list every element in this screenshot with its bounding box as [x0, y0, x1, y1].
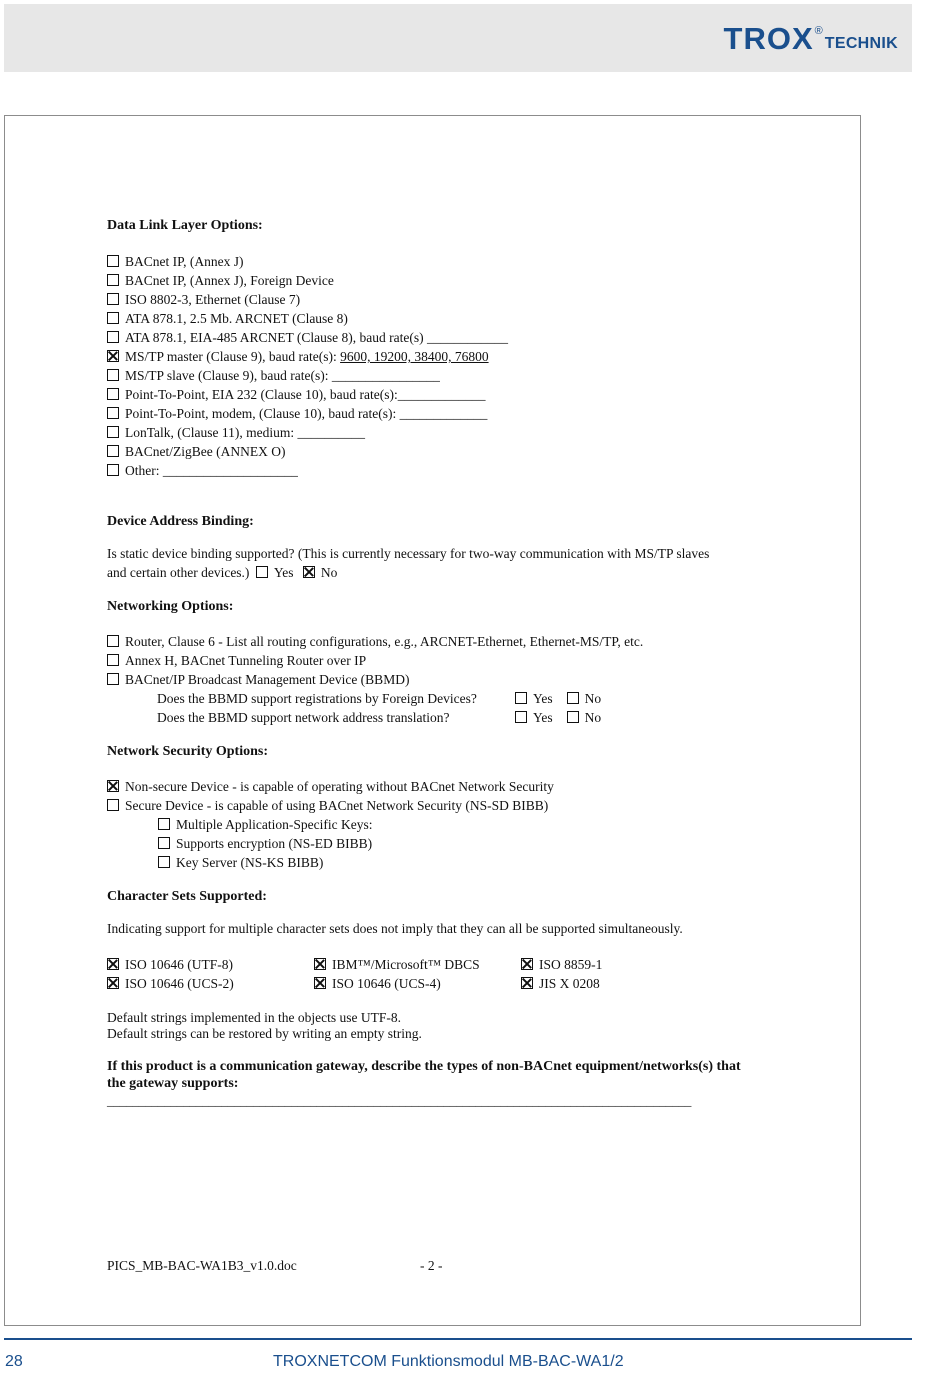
- checkbox[interactable]: [107, 426, 119, 438]
- checkbox[interactable]: [158, 856, 170, 868]
- networking-option: Router, Clause 6 - List all routing configurations, e.g., ARCNET-Ethernet, Ethernet-MS/TP, etc.: [107, 634, 643, 650]
- checkbox[interactable]: [158, 818, 170, 830]
- networking-option: Annex H, BACnet Tunneling Router over IP: [107, 653, 366, 669]
- device-binding-text: Is static device binding supported? (This is currently necessary for two-way communication with MS/TP slaves: [107, 546, 710, 561]
- charsets-heading: Character Sets Supported:: [107, 889, 267, 904]
- gateway-answer-blank[interactable]: ____________________________________________________________________________________________: [107, 1093, 692, 1108]
- document-filename: PICS_MB-BAC-WA1B3_v1.0.doc: [107, 1258, 297, 1273]
- bbmd-question-nat: Does the BBMD support network address translation?: [157, 710, 450, 725]
- checkbox[interactable]: [107, 635, 119, 647]
- checkbox[interactable]: [107, 673, 119, 685]
- default-strings-restore-text: Default strings can be restored by writing an empty string.: [107, 1026, 422, 1041]
- checkbox[interactable]: [521, 977, 533, 989]
- checkbox[interactable]: [107, 255, 119, 267]
- checkbox[interactable]: [107, 654, 119, 666]
- checkbox[interactable]: [107, 293, 119, 305]
- footer-doc-title: TROXNETCOM Funktionsmodul MB-BAC-WA1/2: [273, 1353, 624, 1370]
- security-sub-option: Multiple Application-Specific Keys:: [158, 817, 372, 833]
- data-link-option: ISO 8802-3, Ethernet (Clause 7): [107, 292, 300, 308]
- charset-option: JIS X 0208: [521, 976, 600, 992]
- networking-option: BACnet/IP Broadcast Management Device (BBMD): [107, 672, 409, 688]
- charset-option: ISO 10646 (UCS-4): [314, 976, 441, 992]
- bbmd-foreign-yes-checkbox[interactable]: [515, 692, 527, 704]
- checkbox[interactable]: [107, 464, 119, 476]
- checkbox[interactable]: [107, 407, 119, 419]
- checkbox[interactable]: [107, 331, 119, 343]
- checkbox[interactable]: [158, 837, 170, 849]
- security-heading: Network Security Options:: [107, 744, 268, 759]
- data-link-option: MS/TP slave (Clause 9), baud rate(s): ________________: [107, 368, 440, 384]
- data-link-option: MS/TP master (Clause 9), baud rate(s): 9600, 19200, 38400, 76800: [107, 349, 489, 365]
- mstp-baud-rates: 9600, 19200, 38400, 76800: [340, 349, 489, 364]
- footer-page-number: 28: [5, 1353, 23, 1370]
- default-strings-text: Default strings implemented in the objects use UTF-8.: [107, 1010, 401, 1025]
- checkbox[interactable]: [107, 388, 119, 400]
- charset-option: ISO 8859-1: [521, 957, 602, 973]
- checkbox[interactable]: [107, 274, 119, 286]
- checkbox[interactable]: [107, 445, 119, 457]
- logo-main-text: TROX: [723, 21, 814, 56]
- device-binding-heading: Device Address Binding:: [107, 514, 254, 529]
- data-link-option: Point-To-Point, EIA 232 (Clause 10), baud rate(s):_____________: [107, 387, 486, 403]
- checkbox[interactable]: [107, 977, 119, 989]
- checkbox[interactable]: [521, 958, 533, 970]
- security-option: Non-secure Device - is capable of operating without BACnet Network Security: [107, 779, 554, 795]
- gateway-question: If this product is a communication gateway, describe the types of non-BACnet equipment/networks(s) that: [107, 1059, 741, 1074]
- bbmd-foreign-options: Yes No: [515, 691, 601, 707]
- data-link-option: ATA 878.1, 2.5 Mb. ARCNET (Clause 8): [107, 311, 348, 327]
- data-link-option: Point-To-Point, modem, (Clause 10), baud rate(s): _____________: [107, 406, 487, 422]
- bbmd-foreign-no-checkbox[interactable]: [567, 692, 579, 704]
- footer-rule: [4, 1338, 912, 1340]
- checkbox[interactable]: [107, 958, 119, 970]
- binding-no-checkbox[interactable]: [303, 566, 315, 578]
- data-link-option: BACnet IP, (Annex J), Foreign Device: [107, 273, 334, 289]
- checkbox[interactable]: [107, 369, 119, 381]
- checkbox[interactable]: [314, 977, 326, 989]
- data-link-option: LonTalk, (Clause 11), medium: __________: [107, 425, 365, 441]
- binding-no-label: No: [320, 565, 338, 580]
- bbmd-nat-no-checkbox[interactable]: [567, 711, 579, 723]
- data-link-option: BACnet/ZigBee (ANNEX O): [107, 444, 285, 460]
- trox-logo: [723, 21, 898, 56]
- binding-yes-label: Yes: [273, 565, 294, 580]
- data-link-option: Other: ____________________: [107, 463, 298, 479]
- checkbox[interactable]: [314, 958, 326, 970]
- security-option: Secure Device - is capable of using BACnet Network Security (NS-SD BIBB): [107, 798, 548, 814]
- bbmd-question-foreign: Does the BBMD support registrations by Foreign Devices?: [157, 691, 477, 706]
- checkbox[interactable]: [107, 799, 119, 811]
- device-binding-text-2: and certain other devices.) Yes No: [107, 565, 338, 580]
- logo-sub-text: TECHNIK: [824, 35, 898, 52]
- gateway-question-cont: the gateway supports:: [107, 1076, 239, 1091]
- charset-option: IBM™/Microsoft™ DBCS: [314, 957, 480, 973]
- security-sub-option: Supports encryption (NS-ED BIBB): [158, 836, 372, 852]
- charset-option: ISO 10646 (UCS-2): [107, 976, 234, 992]
- checkbox[interactable]: [107, 780, 119, 792]
- charset-option: ISO 10646 (UTF-8): [107, 957, 233, 973]
- checkbox[interactable]: [107, 350, 119, 362]
- document-page-number: - 2 -: [420, 1258, 443, 1273]
- header-bar: [4, 4, 912, 72]
- networking-heading: Networking Options:: [107, 599, 234, 614]
- charsets-note: Indicating support for multiple character sets does not imply that they can all be supported simultaneously.: [107, 921, 683, 936]
- data-link-heading: Data Link Layer Options:: [107, 218, 263, 233]
- checkbox[interactable]: [107, 312, 119, 324]
- binding-yes-checkbox[interactable]: [256, 566, 268, 578]
- logo-registered-mark: ®: [814, 25, 823, 37]
- security-sub-option: Key Server (NS-KS BIBB): [158, 855, 323, 871]
- data-link-option: BACnet IP, (Annex J): [107, 254, 244, 270]
- data-link-option: ATA 878.1, EIA-485 ARCNET (Clause 8), baud rate(s) ____________: [107, 330, 508, 346]
- bbmd-nat-options: Yes No: [515, 710, 601, 726]
- bbmd-nat-yes-checkbox[interactable]: [515, 711, 527, 723]
